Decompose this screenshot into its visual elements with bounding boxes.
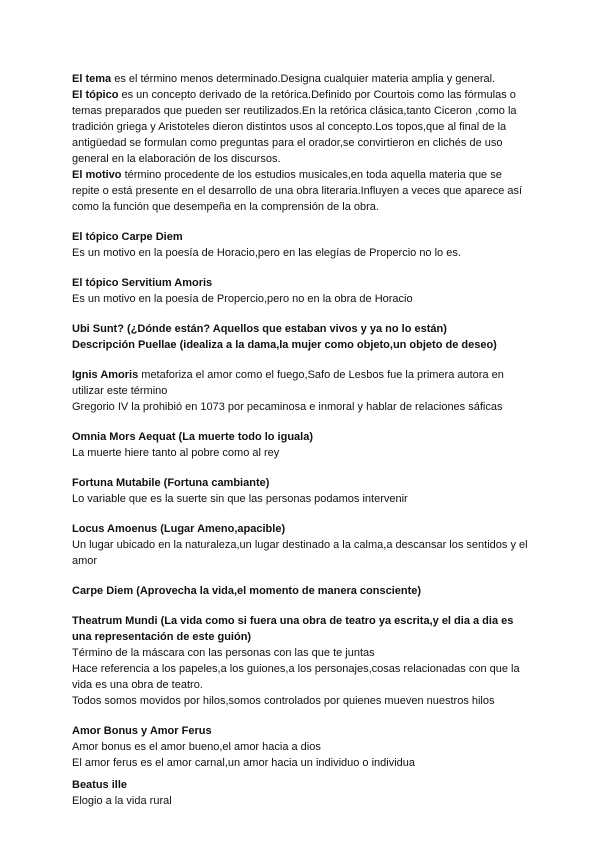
locus-heading: Locus Amoenus (Lugar Ameno,apacible) [72, 523, 286, 535]
theatrum-line2: Hace referencia a los papeles,a los guiones,a los personajes,cosas relacionadas con que la vida es una obra de teatro. [72, 663, 520, 691]
fortuna-heading: Fortuna Mutabile (Fortuna cambiante) [72, 477, 270, 489]
beatus-heading: Beatus ille [72, 779, 128, 791]
locus-text: Un lugar ubicado en la naturaleza,un lugar destinado a la calma,a descansar los sentidos y el amor [72, 539, 528, 567]
tema-text: es el término menos determinado.Designa cualquier materia amplia y general. [111, 73, 496, 85]
servitium-heading: El tópico Servitium Amoris [72, 277, 213, 289]
servitium-text: Es un motivo en la poesía de Propercio,pero no en la obra de Horacio [72, 293, 413, 305]
motivo-term: El motivo [72, 169, 122, 181]
amor-line1: Amor bonus es el amor bueno,el amor hacia a dios [72, 741, 321, 753]
motivo-text: término procedente de los estudios musicales,en toda aquella materia que se repite o está presente en el desarrollo de una obra literaria.Influyen a veces que aparece así como la función que desempeña en la comprensión de la obra. [72, 169, 523, 213]
beatus-text: Elogio a la vida rural [72, 795, 172, 807]
theatrum-line1: Término de la máscara con las personas con las que te juntas [72, 647, 375, 659]
tema-paragraph [72, 71, 532, 87]
omnia-text: La muerte hiere tanto al pobre como al rey [72, 447, 280, 459]
tema-term: El tema [72, 73, 112, 85]
topico-term: El tópico [72, 89, 119, 101]
carpe-diem-2-heading: Carpe Diem (Aprovecha la vida,el momento de manera consciente) [72, 585, 422, 597]
carpe-diem-heading: El tópico Carpe Diem [72, 231, 183, 243]
topico-text: es un concepto derivado de la retórica.Definido por Courtois como las fórmulas o temas preparados que pueden ser reutilizados.En la retórica clásica,tanto Ciceron ,como la tradición griega y Aristoteles dieron distintos usos al concepto.Los topos,que al final de la antigüedad se formulan como preguntas para el orador,se convirtieron en clichés de uso general en la elaboración de los discursos. [72, 89, 517, 165]
amor-line2: El amor ferus es el amor carnal,un amor hacia un individuo o individua [72, 757, 416, 769]
ignis-paragraph [72, 367, 532, 399]
theatrum-line3: Todos somos movidos por hilos,somos controlados por quienes mueven nuestros hilos [72, 695, 495, 707]
theatrum-heading: Theatrum Mundi (La vida como si fuera una obra de teatro ya escrita,y el dia a dia es una representación de este guión) [72, 615, 514, 643]
ignis-term: Ignis Amoris [72, 369, 139, 381]
fortuna-text: Lo variable que es la suerte sin que las personas podamos intervenir [72, 493, 408, 505]
omnia-heading: Omnia Mors Aequat (La muerte todo lo iguala) [72, 431, 314, 443]
ignis-line2: Gregorio IV la prohibió en 1073 por pecaminosa e inmoral y hablar de relaciones sáficas [72, 401, 503, 413]
amor-heading: Amor Bonus y Amor Ferus [72, 725, 212, 737]
carpe-diem-text: Es un motivo en la poesía de Horacio,pero en las elegías de Propercio no lo es. [72, 247, 461, 259]
ignis-text: metaforiza el amor como el fuego,Safo de Lesbos fue la primera autora en utilizar este término [72, 369, 504, 397]
topico-paragraph [72, 87, 532, 167]
ubi-sunt-heading: Ubi Sunt? (¿Dónde están? Aquellos que estaban vivos y ya no lo están) [72, 323, 447, 335]
descripcion-puellae-heading: Descripción Puellae (idealiza a la dama,la mujer como objeto,un objeto de deseo) [72, 339, 497, 351]
document-page [72, 71, 532, 809]
motivo-paragraph [72, 167, 532, 215]
